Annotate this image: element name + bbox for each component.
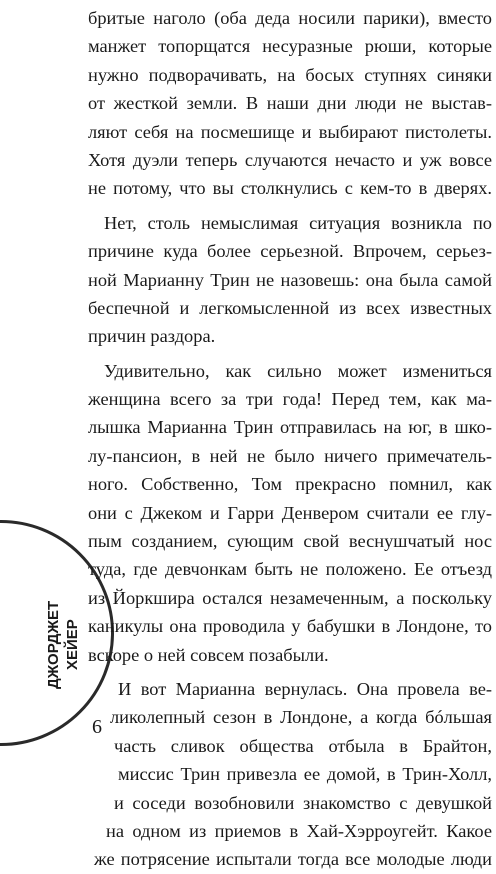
author-last-name: ХЕЙЕР: [64, 619, 81, 671]
text-line: женщина всего за три года! Перед тем, как ма-: [88, 389, 492, 410]
text-line: манжет топорщатся несуразные рюши, которые: [88, 36, 492, 57]
text-line: нужно подворачивать, на босых ступнях синяки: [88, 64, 492, 85]
text-line: ного. Собственно, Том прекрасно помнил, как: [88, 474, 492, 495]
text-line: часть сливок общества отбыла в Брайтон,: [114, 735, 492, 756]
text-line: вскоре о ней совсем позабыли.: [88, 644, 329, 665]
text-line: туда, где девчонкам быть не положено. Ее отъезд: [88, 559, 492, 580]
paragraph: [88, 4, 492, 203]
text-line: причине куда более серьезной. Впрочем, серьез-: [88, 241, 492, 262]
text-line: И вот Марианна вернулась. Она провела ве-: [118, 678, 492, 699]
author-first-name: ДЖОРДЖЕТ: [45, 600, 62, 690]
text-line: беспечной и легкомысленной из всех известных: [88, 297, 492, 318]
text-line: каникулы она проводила у бабушки в Лондоне, то: [88, 616, 492, 637]
paragraph: [88, 357, 492, 669]
paragraph: [88, 209, 492, 351]
text-line: причин раздора.: [88, 326, 216, 347]
text-line: бритые наголо (оба деда носили парики), вместо: [88, 8, 492, 28]
text-line: миссис Трин привезла ее домой, в Трин-Холл,: [118, 764, 492, 785]
text-line: лу-пансион, в ней не было ничего примечатель-: [88, 445, 492, 466]
page-number: 6: [92, 716, 102, 738]
text-line: ликолепный сезон в Лондоне, а когда бóльшая: [110, 707, 492, 728]
text-line: не потому, что вы столкнулись с кем-то в дверях.: [88, 178, 492, 199]
text-line: и соседи возобновили знакомство с девушкой: [114, 792, 492, 813]
text-line: лышка Марианна Трин отправилась на юг, в шко-: [88, 417, 492, 438]
text-line: Нет, столь немыслимая ситуация возникла по: [104, 212, 492, 233]
text-line: ляют себя на посмешище и выбирают пистолеты.: [88, 121, 492, 142]
text-line: они с Джеком и Гарри Денвером считали ее глу-: [88, 502, 492, 523]
text-line: Удивительно, как сильно может измениться: [104, 360, 492, 381]
text-line: из Йоркшира остался незамеченным, а поскольку: [88, 587, 492, 608]
text-line: на одном из приемов в Хай-Хэрроугейт. Какое: [106, 820, 492, 841]
text-line: же потрясение испытали тогда все молодые люди: [94, 849, 492, 870]
text-line: Хотя дуэли теперь случаются нечасто и уж вовсе: [88, 149, 492, 170]
text-line: ной Марианну Трин не назовешь: она была самой: [88, 269, 492, 290]
paragraph: [88, 675, 492, 874]
text-line: от жесткой земли. В наши дни люди не выстав-: [88, 93, 492, 114]
page-text: [88, 4, 492, 874]
text-line: пым созданием, сующим свой веснушчатый нос: [88, 531, 492, 552]
